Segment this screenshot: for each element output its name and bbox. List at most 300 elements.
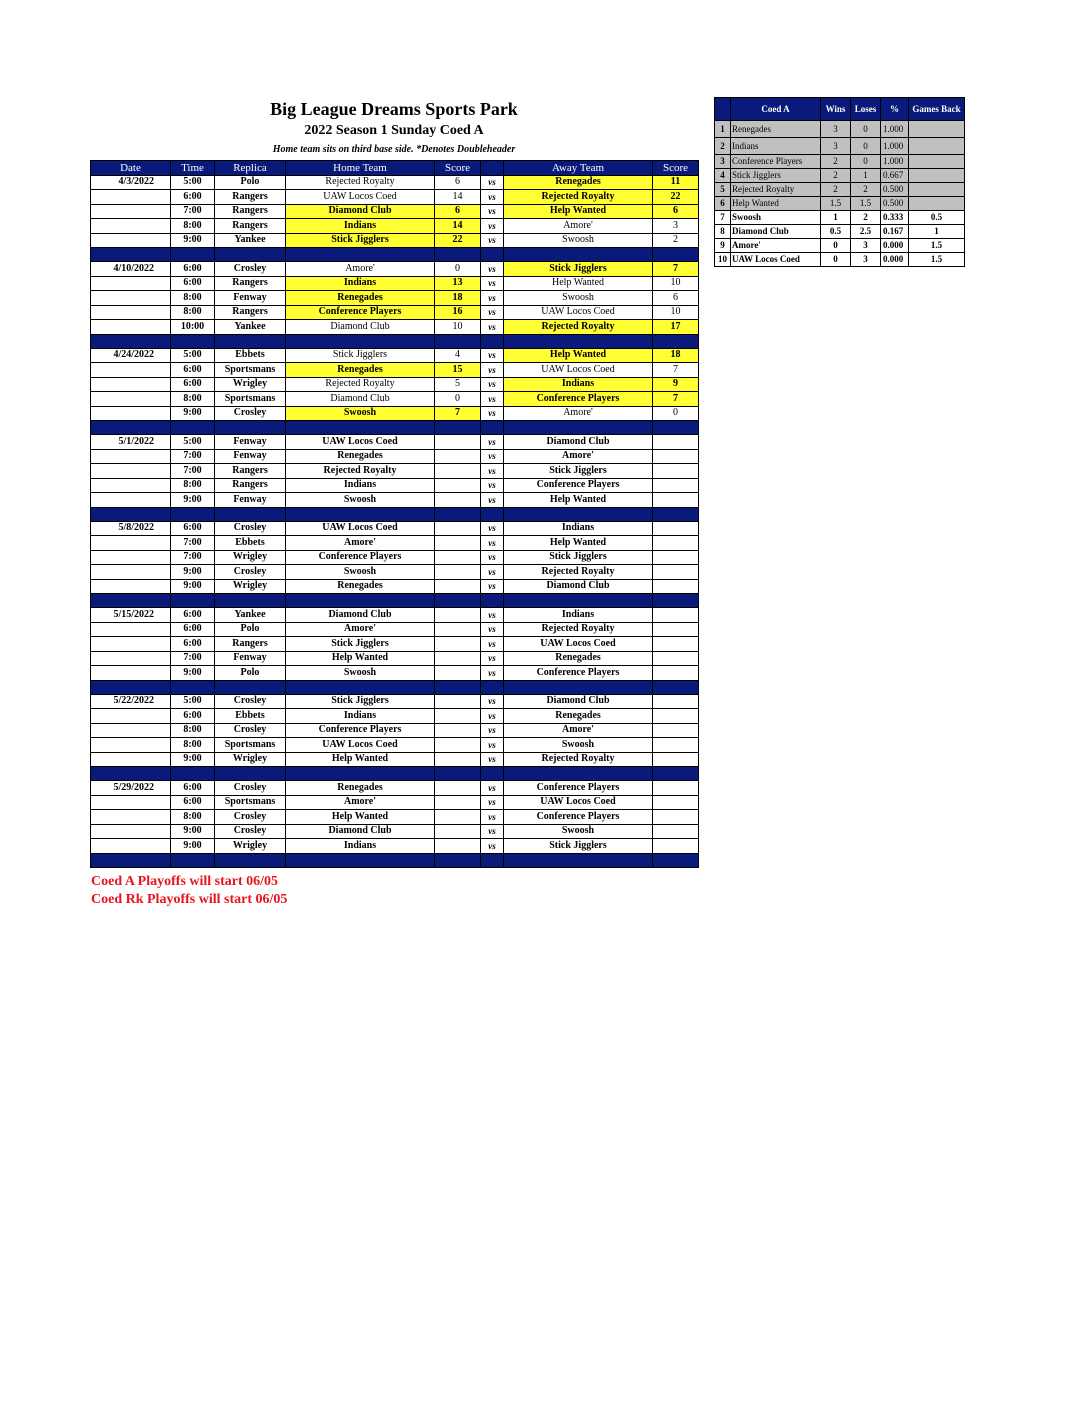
away-score <box>653 521 699 536</box>
home-score: 0 <box>435 262 481 277</box>
standings-table <box>714 97 965 267</box>
home-team: Swoosh <box>286 565 435 580</box>
separator-cell <box>481 248 504 262</box>
standings-row <box>715 183 965 197</box>
table-row <box>91 363 699 378</box>
game-date <box>91 565 171 580</box>
away-score <box>653 478 699 493</box>
vs-label: vs <box>481 320 504 335</box>
home-score <box>435 435 481 450</box>
game-time: 8:00 <box>171 392 215 407</box>
away-score <box>653 651 699 666</box>
home-team: Swoosh <box>286 406 435 421</box>
vs-label: vs <box>481 478 504 493</box>
game-date: 5/15/2022 <box>91 608 171 623</box>
game-field: Fenway <box>215 651 286 666</box>
table-row <box>91 305 699 320</box>
game-time: 5:00 <box>171 175 215 190</box>
game-time: 8:00 <box>171 219 215 234</box>
home-team: Indians <box>286 478 435 493</box>
page-title: Big League Dreams Sports Park <box>270 99 518 119</box>
col-time-header: Time <box>171 161 215 176</box>
home-score: 4 <box>435 348 481 363</box>
standings-games-back <box>909 183 965 197</box>
home-team: Rejected Royalty <box>286 377 435 392</box>
home-team: Amore' <box>286 262 435 277</box>
home-score <box>435 781 481 796</box>
away-score <box>653 752 699 767</box>
away-team: Amore' <box>504 723 653 738</box>
vs-label: vs <box>481 839 504 854</box>
away-team: Stick Jigglers <box>504 464 653 479</box>
separator-cell <box>286 767 435 781</box>
game-field: Ebbets <box>215 536 286 551</box>
game-time: 7:00 <box>171 651 215 666</box>
away-score <box>653 464 699 479</box>
game-date <box>91 651 171 666</box>
game-date <box>91 709 171 724</box>
game-field: Crosley <box>215 723 286 738</box>
standings-games-back <box>909 138 965 155</box>
separator-cell <box>504 334 653 348</box>
away-team: Conference Players <box>504 810 653 825</box>
table-row <box>91 694 699 709</box>
game-field: Crosley <box>215 694 286 709</box>
game-date <box>91 291 171 306</box>
game-date <box>91 233 171 248</box>
game-field: Wrigley <box>215 377 286 392</box>
game-time: 8:00 <box>171 738 215 753</box>
separator-cell <box>215 421 286 435</box>
vs-label: vs <box>481 305 504 320</box>
game-date <box>91 464 171 479</box>
standings-team: Conference Players <box>731 155 821 169</box>
separator-cell <box>481 334 504 348</box>
home-score: 7 <box>435 406 481 421</box>
home-team: Indians <box>286 709 435 724</box>
away-team: UAW Locos Coed <box>504 637 653 652</box>
standings-gb-header: Games Back <box>909 98 965 121</box>
separator-cell <box>91 680 171 694</box>
away-team: Stick Jigglers <box>504 839 653 854</box>
away-team: Stick Jigglers <box>504 550 653 565</box>
away-score <box>653 723 699 738</box>
table-row <box>91 536 699 551</box>
vs-label: vs <box>481 536 504 551</box>
vs-label: vs <box>481 291 504 306</box>
away-score: 6 <box>653 204 699 219</box>
home-team: Stick Jigglers <box>286 348 435 363</box>
game-date <box>91 449 171 464</box>
home-team: Indians <box>286 276 435 291</box>
vs-label: vs <box>481 795 504 810</box>
standings-loses: 2 <box>851 183 881 197</box>
home-team: Renegades <box>286 363 435 378</box>
table-row <box>91 752 699 767</box>
away-score: 7 <box>653 262 699 277</box>
standings-pct: 0.500 <box>881 183 909 197</box>
table-row <box>91 175 699 190</box>
standings-pct: 1.000 <box>881 138 909 155</box>
away-score: 9 <box>653 377 699 392</box>
away-score <box>653 565 699 580</box>
standings-pct: 0.000 <box>881 239 909 253</box>
table-row <box>91 666 699 681</box>
playoff-notice-coed-a: Coed A Playoffs will start 06/05 <box>91 874 279 889</box>
away-team: Diamond Club <box>504 579 653 594</box>
game-time: 7:00 <box>171 536 215 551</box>
home-score: 13 <box>435 276 481 291</box>
separator-cell <box>435 507 481 521</box>
vs-label: vs <box>481 493 504 508</box>
away-score: 3 <box>653 219 699 234</box>
standings-loses: 1.5 <box>851 197 881 211</box>
separator-cell <box>215 507 286 521</box>
home-team: UAW Locos Coed <box>286 190 435 205</box>
away-score: 0 <box>653 406 699 421</box>
home-score: 22 <box>435 233 481 248</box>
standings-rank: 8 <box>715 225 731 239</box>
schedule-body <box>91 175 699 867</box>
away-team: Amore' <box>504 449 653 464</box>
week-separator <box>91 853 699 867</box>
col-vs-header <box>481 161 504 176</box>
away-score <box>653 493 699 508</box>
game-field: Sportsmans <box>215 363 286 378</box>
standings-row <box>715 138 965 155</box>
standings-rank: 5 <box>715 183 731 197</box>
game-field: Fenway <box>215 291 286 306</box>
home-score: 6 <box>435 204 481 219</box>
game-field: Yankee <box>215 320 286 335</box>
home-team: Renegades <box>286 449 435 464</box>
standings-team: Indians <box>731 138 821 155</box>
separator-cell <box>435 334 481 348</box>
game-field: Polo <box>215 666 286 681</box>
standings-loses: 0 <box>851 155 881 169</box>
home-score <box>435 666 481 681</box>
game-time: 6:00 <box>171 377 215 392</box>
separator-cell <box>435 680 481 694</box>
game-date <box>91 276 171 291</box>
separator-cell <box>504 853 653 867</box>
game-time: 6:00 <box>171 709 215 724</box>
game-date: 4/24/2022 <box>91 348 171 363</box>
home-score <box>435 795 481 810</box>
game-time: 8:00 <box>171 478 215 493</box>
home-team: Diamond Club <box>286 608 435 623</box>
vs-label: vs <box>481 377 504 392</box>
home-score <box>435 810 481 825</box>
away-team: Swoosh <box>504 738 653 753</box>
table-row <box>91 493 699 508</box>
game-field: Wrigley <box>215 579 286 594</box>
standings-loses-header: Loses <box>851 98 881 121</box>
away-score <box>653 550 699 565</box>
away-score <box>653 536 699 551</box>
separator-cell <box>504 507 653 521</box>
separator-cell <box>286 421 435 435</box>
table-row <box>91 449 699 464</box>
home-score: 6 <box>435 175 481 190</box>
vs-label: vs <box>481 565 504 580</box>
away-score: 10 <box>653 305 699 320</box>
game-date <box>91 478 171 493</box>
standings-row <box>715 211 965 225</box>
table-row <box>91 709 699 724</box>
vs-label: vs <box>481 348 504 363</box>
away-team: Diamond Club <box>504 435 653 450</box>
home-score <box>435 738 481 753</box>
col-home-team-header: Home Team <box>286 161 435 176</box>
table-row <box>91 738 699 753</box>
table-row <box>91 637 699 652</box>
game-date <box>91 550 171 565</box>
home-score: 0 <box>435 392 481 407</box>
separator-cell <box>653 334 699 348</box>
game-field: Crosley <box>215 262 286 277</box>
vs-label: vs <box>481 810 504 825</box>
standings-team-header: Coed A <box>731 98 821 121</box>
table-row <box>91 608 699 623</box>
separator-cell <box>653 507 699 521</box>
home-team: Stick Jigglers <box>286 637 435 652</box>
home-score: 18 <box>435 291 481 306</box>
away-score <box>653 795 699 810</box>
game-date <box>91 536 171 551</box>
vs-label: vs <box>481 579 504 594</box>
table-row <box>91 795 699 810</box>
home-score <box>435 709 481 724</box>
table-row <box>91 579 699 594</box>
col-away-score-header: Score <box>653 161 699 176</box>
vs-label: vs <box>481 709 504 724</box>
separator-cell <box>286 853 435 867</box>
home-team: UAW Locos Coed <box>286 435 435 450</box>
home-team: Stick Jigglers <box>286 694 435 709</box>
home-team: Indians <box>286 219 435 234</box>
separator-cell <box>504 248 653 262</box>
home-team: Amore' <box>286 536 435 551</box>
away-score <box>653 449 699 464</box>
game-date <box>91 493 171 508</box>
standings-body <box>715 121 965 267</box>
standings-wins: 3 <box>821 138 851 155</box>
game-time: 10:00 <box>171 320 215 335</box>
separator-cell <box>286 594 435 608</box>
home-score <box>435 550 481 565</box>
standings-games-back <box>909 121 965 138</box>
home-score <box>435 493 481 508</box>
home-team: Help Wanted <box>286 810 435 825</box>
separator-cell <box>171 594 215 608</box>
away-team: Rejected Royalty <box>504 752 653 767</box>
game-time: 7:00 <box>171 204 215 219</box>
home-team: Renegades <box>286 579 435 594</box>
vs-label: vs <box>481 392 504 407</box>
standings-team: Stick Jigglers <box>731 169 821 183</box>
game-field: Ebbets <box>215 709 286 724</box>
game-field: Crosley <box>215 565 286 580</box>
home-score <box>435 608 481 623</box>
game-time: 6:00 <box>171 622 215 637</box>
game-field: Crosley <box>215 781 286 796</box>
game-time: 6:00 <box>171 276 215 291</box>
game-date: 4/3/2022 <box>91 175 171 190</box>
away-score <box>653 666 699 681</box>
away-team: UAW Locos Coed <box>504 363 653 378</box>
game-field: Crosley <box>215 810 286 825</box>
away-score: 18 <box>653 348 699 363</box>
playoff-notice-coed-rk: Coed Rk Playoffs will start 06/05 <box>91 892 288 907</box>
game-field: Yankee <box>215 233 286 248</box>
game-field: Fenway <box>215 493 286 508</box>
game-date <box>91 320 171 335</box>
table-row <box>91 478 699 493</box>
standings-wins: 0.5 <box>821 225 851 239</box>
away-score: 2 <box>653 233 699 248</box>
vs-label: vs <box>481 233 504 248</box>
game-date <box>91 666 171 681</box>
game-field: Wrigley <box>215 752 286 767</box>
table-row <box>91 651 699 666</box>
game-time: 8:00 <box>171 305 215 320</box>
standings-wins: 1.5 <box>821 197 851 211</box>
standings-games-back <box>909 197 965 211</box>
standings-wins: 2 <box>821 155 851 169</box>
separator-cell <box>171 507 215 521</box>
vs-label: vs <box>481 550 504 565</box>
standings-games-back: 1.5 <box>909 239 965 253</box>
home-team: Stick Jigglers <box>286 233 435 248</box>
standings-rank: 6 <box>715 197 731 211</box>
week-separator <box>91 421 699 435</box>
game-date <box>91 579 171 594</box>
separator-cell <box>91 248 171 262</box>
game-field: Rangers <box>215 204 286 219</box>
vs-label: vs <box>481 723 504 738</box>
table-row <box>91 810 699 825</box>
week-separator <box>91 334 699 348</box>
table-row <box>91 204 699 219</box>
game-time: 6:00 <box>171 190 215 205</box>
away-score <box>653 810 699 825</box>
home-score <box>435 579 481 594</box>
table-row <box>91 435 699 450</box>
standings-wins-header: Wins <box>821 98 851 121</box>
standings-pct: 0.500 <box>881 197 909 211</box>
game-field: Yankee <box>215 608 286 623</box>
game-date <box>91 305 171 320</box>
vs-label: vs <box>481 204 504 219</box>
separator-cell <box>171 767 215 781</box>
away-score: 6 <box>653 291 699 306</box>
game-field: Rangers <box>215 478 286 493</box>
table-row <box>91 464 699 479</box>
standings-row <box>715 169 965 183</box>
separator-cell <box>286 248 435 262</box>
game-date: 5/22/2022 <box>91 694 171 709</box>
game-field: Sportsmans <box>215 795 286 810</box>
away-score <box>653 622 699 637</box>
standings-wins: 2 <box>821 169 851 183</box>
standings-loses: 0 <box>851 138 881 155</box>
vs-label: vs <box>481 651 504 666</box>
standings-pct: 1.000 <box>881 121 909 138</box>
separator-cell <box>653 853 699 867</box>
away-score <box>653 839 699 854</box>
standings-games-back: 1 <box>909 225 965 239</box>
away-team: Indians <box>504 521 653 536</box>
standings-pct: 0.667 <box>881 169 909 183</box>
separator-cell <box>215 248 286 262</box>
away-score <box>653 781 699 796</box>
vs-label: vs <box>481 824 504 839</box>
separator-cell <box>215 594 286 608</box>
game-time: 9:00 <box>171 666 215 681</box>
table-row <box>91 219 699 234</box>
standings-header-row <box>715 98 965 121</box>
away-team: Diamond Club <box>504 694 653 709</box>
table-row <box>91 406 699 421</box>
table-row <box>91 348 699 363</box>
away-team: UAW Locos Coed <box>504 795 653 810</box>
away-team: Rejected Royalty <box>504 320 653 335</box>
game-date <box>91 392 171 407</box>
standings-pct: 0.167 <box>881 225 909 239</box>
game-field: Rangers <box>215 219 286 234</box>
standings-rank: 4 <box>715 169 731 183</box>
standings-wins: 3 <box>821 121 851 138</box>
separator-cell <box>435 421 481 435</box>
home-score <box>435 824 481 839</box>
standings-rank: 10 <box>715 253 731 267</box>
col-date-header: Date <box>91 161 171 176</box>
game-time: 8:00 <box>171 291 215 306</box>
game-date <box>91 190 171 205</box>
game-time: 8:00 <box>171 723 215 738</box>
away-team: Renegades <box>504 651 653 666</box>
game-field: Fenway <box>215 435 286 450</box>
vs-label: vs <box>481 190 504 205</box>
separator-cell <box>481 507 504 521</box>
col-replica-header: Replica <box>215 161 286 176</box>
away-team: UAW Locos Coed <box>504 305 653 320</box>
standings-loses: 3 <box>851 253 881 267</box>
home-score <box>435 637 481 652</box>
game-field: Sportsmans <box>215 738 286 753</box>
away-score: 17 <box>653 320 699 335</box>
home-score <box>435 521 481 536</box>
home-score <box>435 565 481 580</box>
game-time: 6:00 <box>171 637 215 652</box>
vs-label: vs <box>481 781 504 796</box>
home-score: 10 <box>435 320 481 335</box>
standings-row <box>715 253 965 267</box>
away-team: Amore' <box>504 219 653 234</box>
home-team: Swoosh <box>286 666 435 681</box>
table-row <box>91 622 699 637</box>
away-team: Rejected Royalty <box>504 190 653 205</box>
game-date <box>91 795 171 810</box>
separator-cell <box>481 594 504 608</box>
table-row <box>91 262 699 277</box>
away-team: Indians <box>504 608 653 623</box>
standings-loses: 3 <box>851 239 881 253</box>
vs-label: vs <box>481 694 504 709</box>
away-score <box>653 709 699 724</box>
table-row <box>91 276 699 291</box>
